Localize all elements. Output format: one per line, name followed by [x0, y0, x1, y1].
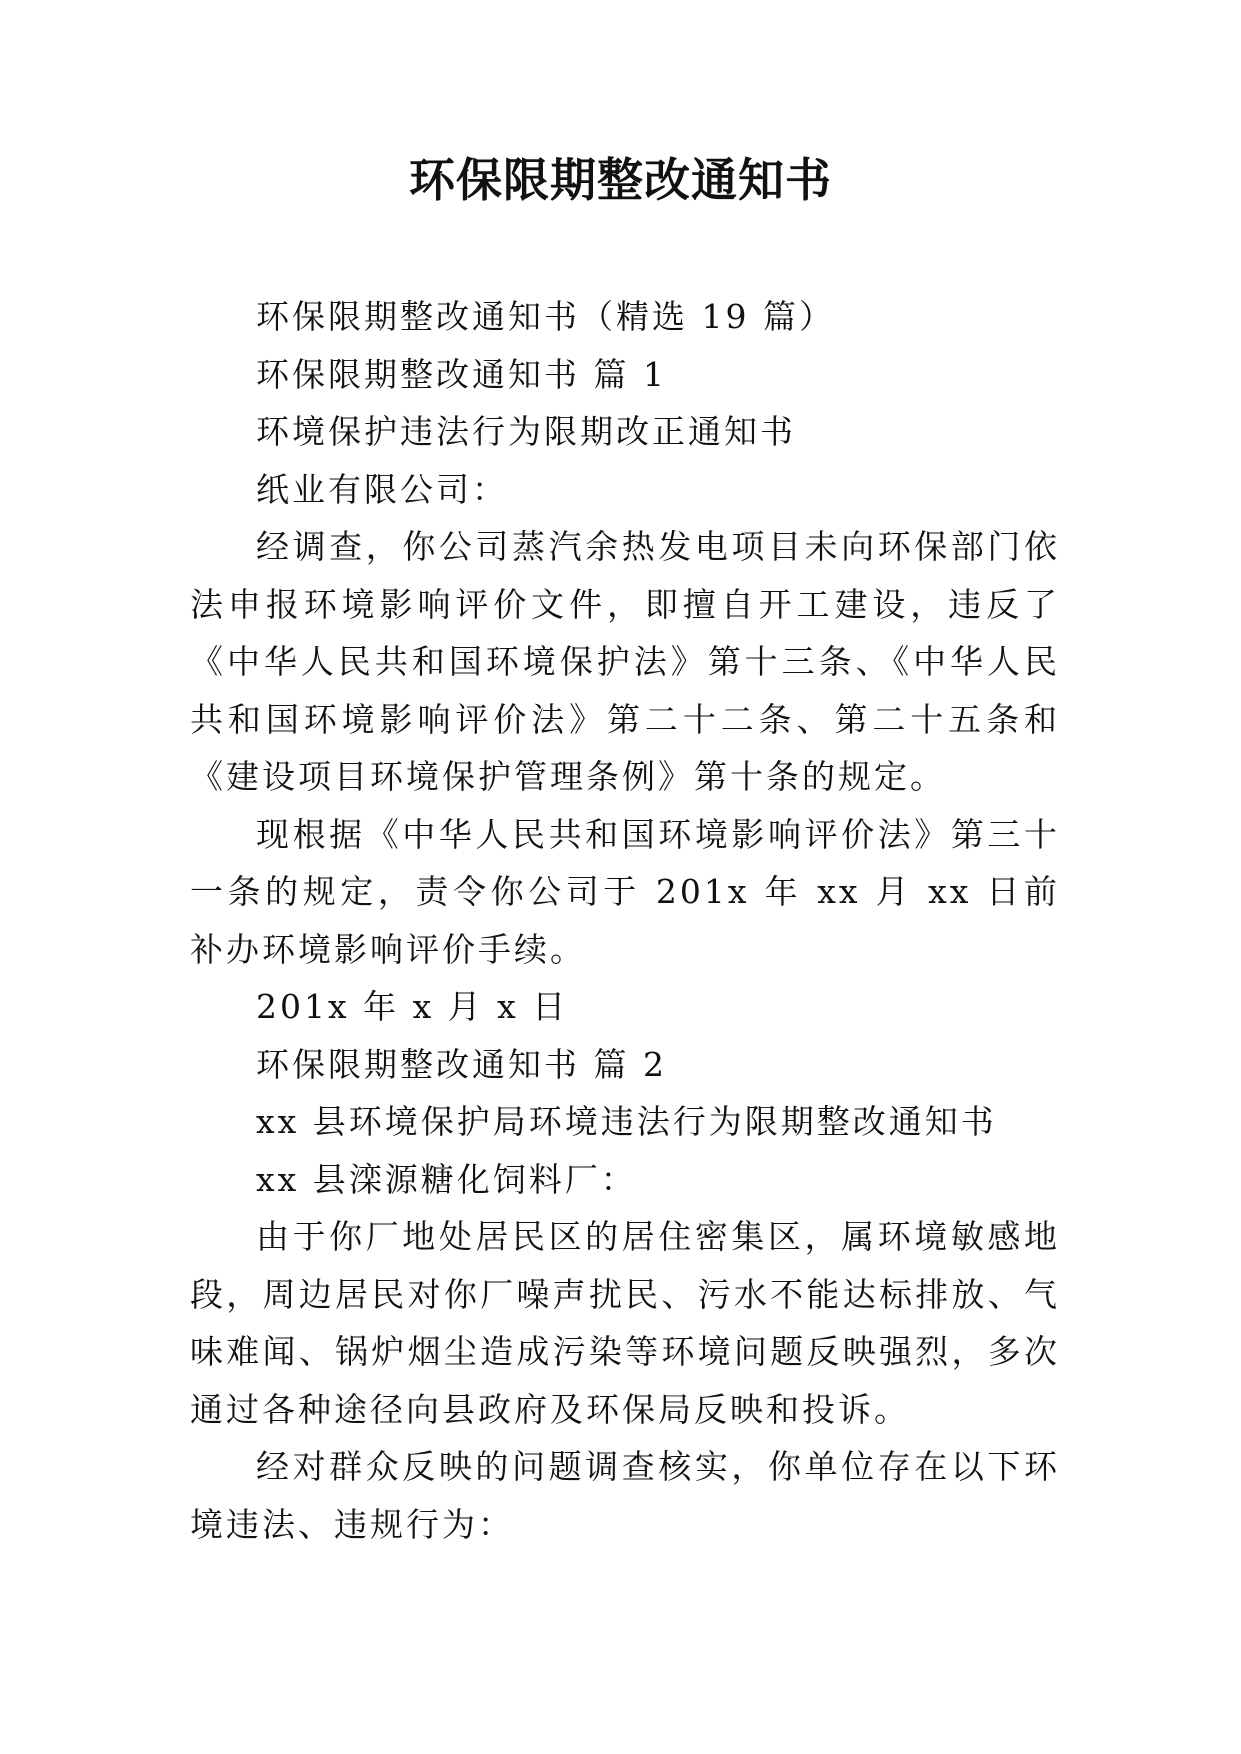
paragraph-notice-title-1: 环境保护违法行为限期改正通知书	[256, 412, 796, 451]
paragraph-date-1: 201x 年 x 月 x 日	[256, 987, 569, 1026]
document-title: 环保限期整改通知书	[409, 153, 832, 207]
paragraph-section-heading-1: 环保限期整改通知书 篇 1	[256, 354, 667, 394]
paragraph-body-4: 经对群众反映的问题调查核实，你单位存在以下环境违法、违规行为：	[190, 1447, 1060, 1544]
paragraph-body-2: 现根据《中华人民共和国环境影响评价法》第三十一条的规定，责令你公司于 201x 年 xx 月 xx 日前补办环境影响评价手续。	[190, 814, 1060, 969]
paragraph-section-heading-2: 环保限期整改通知书 篇 2	[256, 1044, 667, 1084]
paragraph-subtitle: 环保限期整改通知书（精选 19 篇）	[256, 297, 835, 336]
paragraph-body-1: 经调查，你公司蒸汽余热发电项目未向环保部门依法申报环境影响评价文件，即擅自开工建设，违反了《中华人民共和国环境保护法》第十三条、《中华人民共和国环境影响评价法》第二十二条、第二十五条和《建设项目环境保护管理条例》第十条的规定。	[190, 527, 1060, 796]
paragraph-body-3: 由于你厂地处居民区的居住密集区，属环境敏感地段，周边居民对你厂噪声扰民、污水不能达标排放、气味难闻、锅炉烟尘造成污染等环境问题反映强烈，多次通过各种途径向县政府及环保局反映和投诉。	[190, 1217, 1060, 1429]
paragraph-addressee-2: xx 县滦源糖化饲料厂：	[256, 1159, 637, 1199]
document-body	[190, 288, 1060, 1553]
paragraph-addressee-1: 纸业有限公司：	[256, 469, 508, 509]
paragraph-notice-title-2: xx 县环境保护局环境违法行为限期整改通知书	[256, 1102, 997, 1141]
